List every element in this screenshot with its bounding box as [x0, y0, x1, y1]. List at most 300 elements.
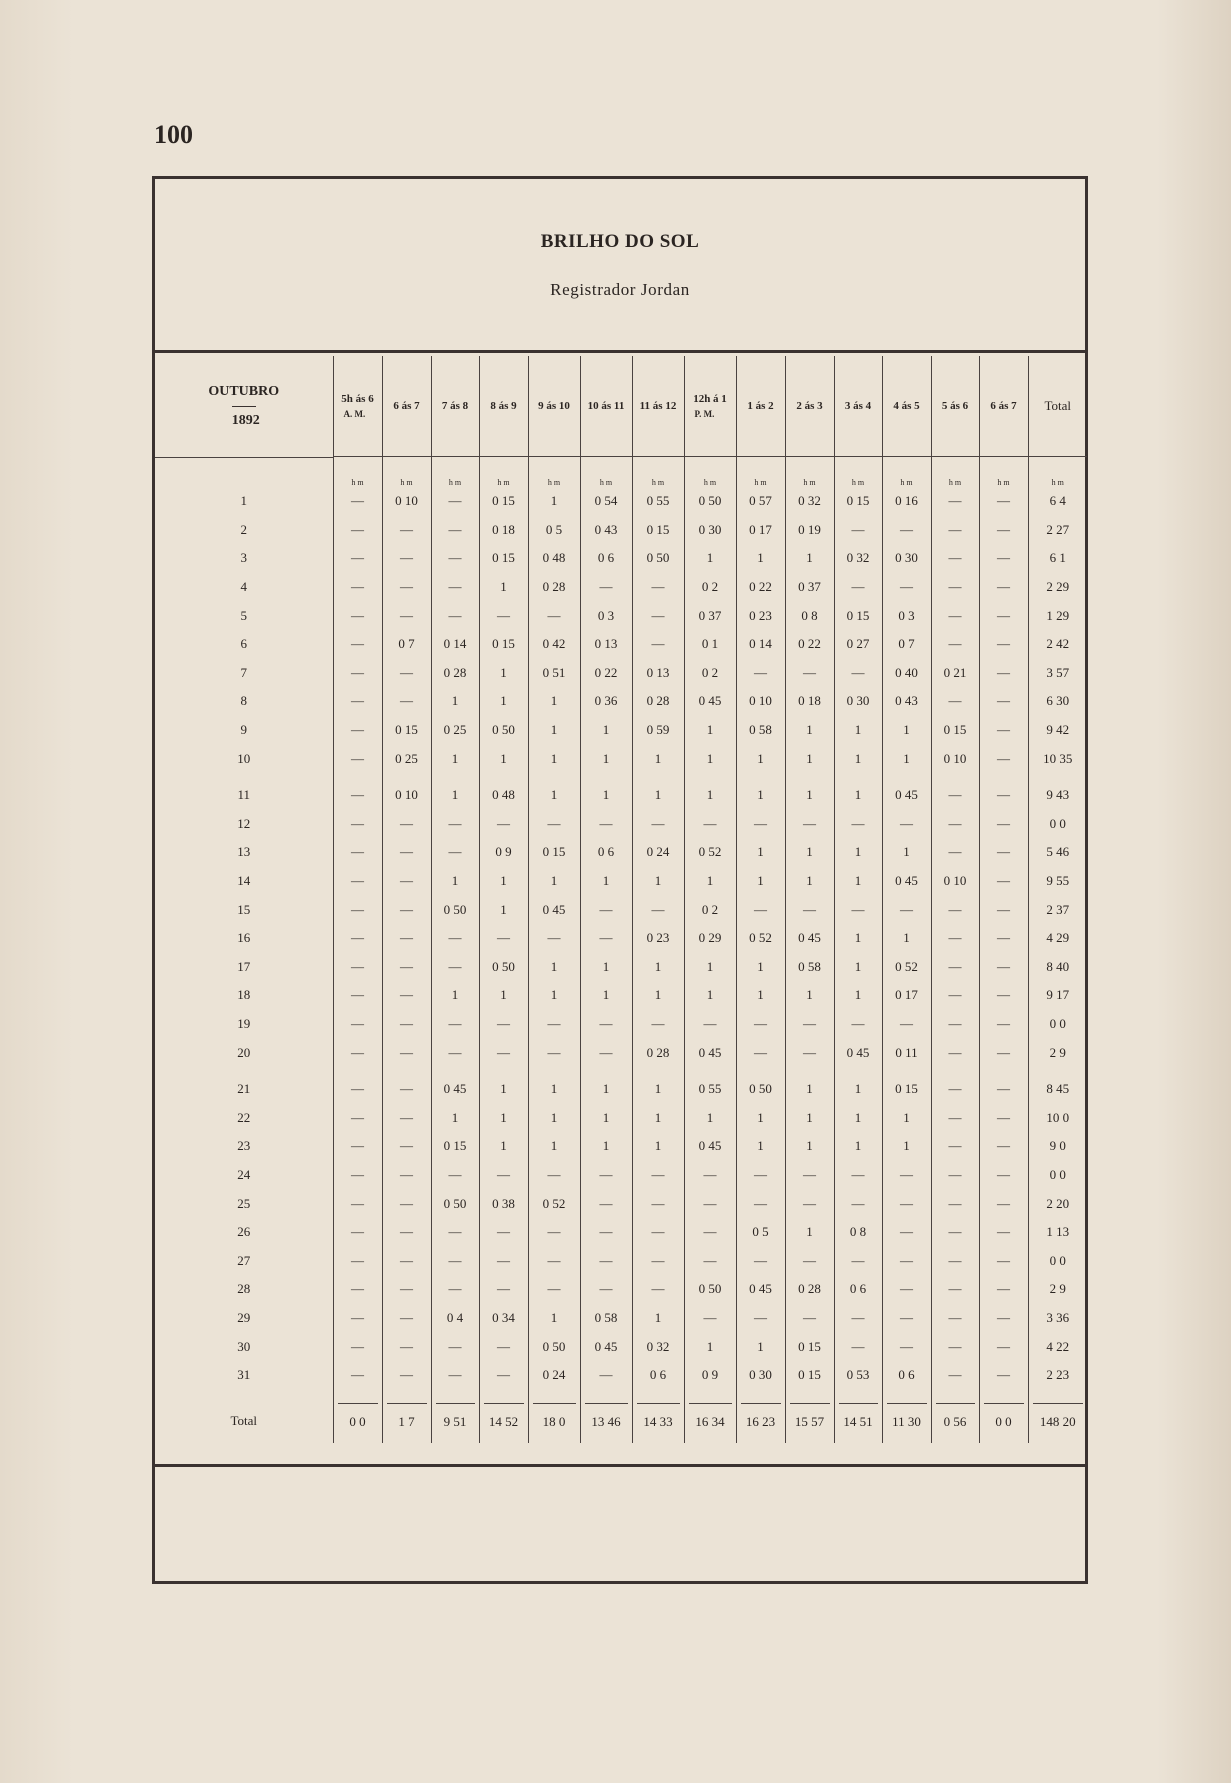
- hour-cell: —: [382, 838, 431, 867]
- hour-cell: 0 8: [834, 1218, 882, 1247]
- hour-cell: 1: [736, 1132, 785, 1161]
- hour-cell: —: [931, 1304, 979, 1333]
- column-total-value: 15 57: [790, 1403, 830, 1430]
- hour-cell: —: [931, 773, 979, 810]
- row-total-cell: 0 0: [1028, 1010, 1087, 1039]
- hour-cell: 0 59: [632, 716, 684, 745]
- day-cell: 1: [240, 493, 247, 509]
- hour-cell: —: [479, 1275, 528, 1304]
- hour-cell: —: [931, 981, 979, 1010]
- col-header: 1 ás 2: [736, 356, 785, 457]
- hour-cell: —: [736, 659, 785, 688]
- table-row: [155, 1189, 1087, 1218]
- table-subtitle: Registrador Jordan: [550, 280, 690, 299]
- table-row: [155, 1246, 1087, 1275]
- hour-cell: —: [479, 601, 528, 630]
- hour-cell: 1: [528, 981, 580, 1010]
- hour-cell: —: [979, 895, 1028, 924]
- hour-cell: —: [979, 1246, 1028, 1275]
- hour-cell: —: [979, 810, 1028, 839]
- hour-cell: 1: [882, 1103, 931, 1132]
- day-cell: 30: [237, 1338, 251, 1354]
- hour-cell: —: [528, 810, 580, 839]
- hour-cell: 0 2: [684, 659, 736, 688]
- hour-cell: —: [979, 687, 1028, 716]
- hour-cell: 1: [479, 867, 528, 896]
- hour-cell: 0 52: [736, 924, 785, 953]
- hour-cell: —: [834, 810, 882, 839]
- table-row: [155, 1275, 1087, 1304]
- hour-cell: 1: [632, 867, 684, 896]
- column-total-value: 1 7: [387, 1403, 427, 1430]
- hour-cell: —: [431, 1361, 479, 1390]
- hour-cell: 0 15: [479, 630, 528, 659]
- hour-cell: 0 50: [684, 487, 736, 516]
- hour-cell: 0 50: [431, 895, 479, 924]
- unit-label: h m: [632, 457, 684, 488]
- hour-cell: —: [431, 1161, 479, 1190]
- hour-cell: 1: [431, 744, 479, 773]
- hour-cell: 1: [834, 867, 882, 896]
- hour-cell: —: [632, 1189, 684, 1218]
- hour-cell: —: [931, 1038, 979, 1067]
- hour-cell: 0 2: [684, 895, 736, 924]
- hour-cell: —: [580, 1038, 632, 1067]
- hour-cell: —: [834, 516, 882, 545]
- table-row: [155, 744, 1087, 773]
- unit-label: h m: [931, 457, 979, 488]
- hour-cell: —: [785, 1189, 834, 1218]
- column-total-cell: [431, 1389, 479, 1443]
- hour-cell: —: [834, 659, 882, 688]
- unit-label: h m: [528, 457, 580, 488]
- hour-cell: —: [431, 573, 479, 602]
- unit-label: h m: [785, 457, 834, 488]
- hour-cell: 0 58: [736, 716, 785, 745]
- hour-cell: —: [882, 1275, 931, 1304]
- sunshine-table: [155, 356, 1087, 1443]
- hour-cell: —: [834, 1010, 882, 1039]
- hour-cell: 0 28: [431, 659, 479, 688]
- bottom-rule: [155, 1464, 1085, 1467]
- table-row: [155, 953, 1087, 982]
- hour-cell: 1: [684, 716, 736, 745]
- day-cell: 15: [237, 901, 251, 917]
- hour-cell: —: [528, 1246, 580, 1275]
- hour-cell: 1: [528, 953, 580, 982]
- hour-cell: 0 21: [931, 659, 979, 688]
- hour-cell: —: [834, 1304, 882, 1333]
- col-header: 8 ás 9: [479, 356, 528, 457]
- unit-label: h m: [736, 457, 785, 488]
- hour-cell: 1: [528, 716, 580, 745]
- day-cell: 12: [237, 815, 251, 831]
- hour-cell: 1: [479, 1067, 528, 1104]
- table-row: [155, 544, 1087, 573]
- hour-cell: 1: [632, 773, 684, 810]
- hour-cell: —: [431, 487, 479, 516]
- hour-cell: 1: [632, 744, 684, 773]
- hour-cell: —: [931, 838, 979, 867]
- column-total-value: 14 33: [637, 1403, 680, 1430]
- hour-cell: 1: [785, 981, 834, 1010]
- hour-cell: 1: [528, 1304, 580, 1333]
- hour-cell: 1: [834, 924, 882, 953]
- hour-cell: 1: [431, 773, 479, 810]
- hour-cell: 0 6: [882, 1361, 931, 1390]
- hour-cell: 1: [684, 744, 736, 773]
- hour-cell: —: [882, 1189, 931, 1218]
- hour-cell: 0 45: [882, 867, 931, 896]
- hour-cell: —: [632, 810, 684, 839]
- day-cell: 14: [237, 873, 251, 889]
- hour-cell: —: [333, 1103, 382, 1132]
- hour-cell: 0 14: [736, 630, 785, 659]
- hour-cell: —: [382, 1067, 431, 1104]
- hour-cell: —: [882, 1332, 931, 1361]
- totals-row: [155, 1389, 1087, 1443]
- hour-cell: —: [979, 659, 1028, 688]
- hour-cell: 1: [431, 981, 479, 1010]
- column-total-cell: [333, 1389, 382, 1443]
- hour-cell: —: [382, 1132, 431, 1161]
- hour-cell: 1: [528, 1103, 580, 1132]
- day-cell: 7: [240, 664, 247, 680]
- hour-cell: —: [979, 630, 1028, 659]
- row-total-cell: 1 29: [1028, 601, 1087, 630]
- hour-cell: 0 3: [882, 601, 931, 630]
- hour-cell: 1: [580, 1132, 632, 1161]
- hour-cell: 1: [580, 716, 632, 745]
- hour-cell: —: [834, 1246, 882, 1275]
- hour-cell: —: [979, 573, 1028, 602]
- hour-cell: —: [382, 1332, 431, 1361]
- hour-cell: —: [736, 1161, 785, 1190]
- hour-cell: —: [382, 867, 431, 896]
- col-header: 6 ás 7: [382, 356, 431, 457]
- hour-cell: —: [979, 1218, 1028, 1247]
- hour-cell: —: [979, 487, 1028, 516]
- hour-cell: —: [785, 1304, 834, 1333]
- column-total-cell: [834, 1389, 882, 1443]
- hour-cell: —: [785, 810, 834, 839]
- hour-cell: —: [382, 1218, 431, 1247]
- hour-cell: 1: [479, 1132, 528, 1161]
- hour-cell: —: [528, 1218, 580, 1247]
- hour-cell: —: [979, 981, 1028, 1010]
- hour-cell: —: [580, 895, 632, 924]
- hour-cell: 0 50: [479, 953, 528, 982]
- hour-cell: 1: [684, 953, 736, 982]
- title-area: [155, 179, 1085, 353]
- table-row: [155, 1361, 1087, 1390]
- day-cell: 10: [237, 750, 251, 766]
- hour-cell: 1: [736, 838, 785, 867]
- table-row: [155, 516, 1087, 545]
- unit-label: h m: [882, 457, 931, 488]
- hour-cell: —: [684, 1189, 736, 1218]
- column-total-cell: [785, 1389, 834, 1443]
- hour-cell: —: [632, 1010, 684, 1039]
- hour-cell: —: [882, 516, 931, 545]
- hour-cell: —: [684, 1304, 736, 1333]
- hour-cell: —: [528, 1038, 580, 1067]
- hour-cell: —: [979, 544, 1028, 573]
- hour-cell: —: [785, 1010, 834, 1039]
- unit-row-spacer: [155, 457, 333, 488]
- row-total-cell: 4 29: [1028, 924, 1087, 953]
- hour-cell: 0 23: [632, 924, 684, 953]
- hour-cell: 0 15: [785, 1332, 834, 1361]
- hour-cell: —: [333, 544, 382, 573]
- hour-cell: 1: [882, 744, 931, 773]
- hour-cell: —: [479, 810, 528, 839]
- hour-cell: —: [931, 1332, 979, 1361]
- hour-cell: 1: [479, 687, 528, 716]
- row-total-cell: 6 1: [1028, 544, 1087, 573]
- hour-cell: 1: [528, 744, 580, 773]
- hour-cell: —: [431, 1246, 479, 1275]
- hour-cell: 0 30: [736, 1361, 785, 1390]
- hour-cell: —: [580, 924, 632, 953]
- hour-cell: 1: [785, 1132, 834, 1161]
- hour-cell: —: [834, 1332, 882, 1361]
- hour-cell: 0 58: [785, 953, 834, 982]
- row-total-cell: 9 17: [1028, 981, 1087, 1010]
- unit-label: h m: [1028, 457, 1087, 488]
- hour-cell: —: [431, 1275, 479, 1304]
- hour-cell: 1: [684, 1332, 736, 1361]
- hour-cell: —: [632, 895, 684, 924]
- hour-cell: 0 45: [684, 687, 736, 716]
- hour-cell: 1: [684, 981, 736, 1010]
- col-header: 5h ás 6 A. M.: [333, 356, 382, 457]
- hour-cell: 1: [882, 838, 931, 867]
- day-cell: 28: [237, 1281, 251, 1297]
- unit-label: h m: [684, 457, 736, 488]
- column-total-value: 14 52: [484, 1403, 524, 1430]
- hour-cell: 0 10: [382, 773, 431, 810]
- hour-cell: —: [684, 1246, 736, 1275]
- hour-cell: 0 25: [431, 716, 479, 745]
- hour-cell: 1: [580, 867, 632, 896]
- hour-cell: 0 15: [834, 601, 882, 630]
- hour-cell: —: [931, 1010, 979, 1039]
- hour-cell: —: [580, 1246, 632, 1275]
- hour-cell: —: [333, 744, 382, 773]
- hour-cell: —: [931, 487, 979, 516]
- hour-cell: —: [333, 716, 382, 745]
- hour-cell: —: [882, 810, 931, 839]
- hour-cell: 0 43: [882, 687, 931, 716]
- hour-cell: —: [931, 1067, 979, 1104]
- hour-cell: 0 17: [882, 981, 931, 1010]
- table-row: [155, 1132, 1087, 1161]
- hour-cell: 0 32: [632, 1332, 684, 1361]
- hour-cell: 1: [834, 773, 882, 810]
- hour-cell: —: [382, 1361, 431, 1390]
- hour-cell: 0 9: [479, 838, 528, 867]
- row-total-cell: 9 43: [1028, 773, 1087, 810]
- hour-cell: —: [431, 601, 479, 630]
- table-row: [155, 838, 1087, 867]
- row-total-cell: 2 29: [1028, 573, 1087, 602]
- hour-cell: —: [736, 1304, 785, 1333]
- col-header: 4 ás 5: [882, 356, 931, 457]
- hour-cell: —: [882, 1218, 931, 1247]
- table-row: [155, 1103, 1087, 1132]
- hour-cell: 0 50: [684, 1275, 736, 1304]
- hour-cell: —: [580, 1218, 632, 1247]
- hour-cell: 1: [834, 716, 882, 745]
- hour-cell: —: [382, 895, 431, 924]
- hour-cell: 0 18: [479, 516, 528, 545]
- day-cell: 4: [240, 579, 247, 595]
- hour-cell: 0 10: [931, 744, 979, 773]
- hour-cell: 1: [882, 716, 931, 745]
- hour-cell: 1: [580, 744, 632, 773]
- day-cell: 2: [240, 521, 247, 537]
- table-row: [155, 867, 1087, 896]
- day-cell: 9: [240, 722, 247, 738]
- hour-cell: —: [431, 810, 479, 839]
- table-row: [155, 1304, 1087, 1333]
- hour-cell: 1: [528, 1067, 580, 1104]
- hour-cell: —: [479, 1161, 528, 1190]
- hour-cell: 1: [736, 867, 785, 896]
- hour-cell: —: [528, 924, 580, 953]
- hour-cell: 0 37: [684, 601, 736, 630]
- hour-cell: —: [333, 924, 382, 953]
- hour-cell: —: [333, 516, 382, 545]
- hour-cell: —: [333, 659, 382, 688]
- hour-cell: 1: [632, 1132, 684, 1161]
- hour-cell: 0 2: [684, 573, 736, 602]
- hour-cell: 1: [632, 953, 684, 982]
- hour-cell: 0 34: [479, 1304, 528, 1333]
- table-row: [155, 687, 1087, 716]
- hour-cell: —: [882, 895, 931, 924]
- hour-cell: 0 28: [632, 1038, 684, 1067]
- hour-cell: 0 6: [580, 838, 632, 867]
- hour-cell: —: [931, 1246, 979, 1275]
- hour-cell: —: [979, 867, 1028, 896]
- column-total-value: 148 20: [1033, 1403, 1084, 1430]
- hour-cell: 1: [528, 773, 580, 810]
- table-frame: [152, 176, 1088, 1584]
- hour-cell: 0 28: [785, 1275, 834, 1304]
- hour-cell: 1: [580, 773, 632, 810]
- hour-cell: 1: [479, 981, 528, 1010]
- hour-cell: 0 15: [834, 487, 882, 516]
- hour-cell: 1: [632, 981, 684, 1010]
- hour-cell: 0 38: [479, 1189, 528, 1218]
- hour-cell: 1: [785, 1067, 834, 1104]
- row-total-cell: 8 45: [1028, 1067, 1087, 1104]
- hour-cell: 1: [882, 1132, 931, 1161]
- hour-cell: 0 18: [785, 687, 834, 716]
- hour-cell: —: [684, 1010, 736, 1039]
- hour-cell: 0 50: [431, 1189, 479, 1218]
- row-total-cell: 2 37: [1028, 895, 1087, 924]
- hour-cell: —: [333, 487, 382, 516]
- hour-cell: 0 50: [479, 716, 528, 745]
- column-total-cell: [632, 1389, 684, 1443]
- hour-cell: 0 8: [785, 601, 834, 630]
- hour-cell: 0 6: [632, 1361, 684, 1390]
- hour-cell: —: [382, 1161, 431, 1190]
- hour-cell: —: [979, 1161, 1028, 1190]
- hour-cell: —: [382, 1038, 431, 1067]
- hour-cell: —: [785, 659, 834, 688]
- day-cell: 18: [237, 987, 251, 1003]
- hour-cell: —: [431, 1038, 479, 1067]
- hour-cell: 0 30: [684, 516, 736, 545]
- hour-cell: —: [979, 924, 1028, 953]
- hour-cell: —: [979, 1103, 1028, 1132]
- table-row: [155, 601, 1087, 630]
- day-cell: 25: [237, 1195, 251, 1211]
- column-total-cell: [1028, 1389, 1087, 1443]
- day-cell: 8: [240, 693, 247, 709]
- hour-cell: 1: [736, 773, 785, 810]
- hour-cell: —: [979, 516, 1028, 545]
- hour-cell: —: [979, 1067, 1028, 1104]
- hour-cell: 1: [632, 1103, 684, 1132]
- hour-cell: —: [882, 1304, 931, 1333]
- day-cell: 19: [237, 1015, 251, 1031]
- hour-cell: 1: [528, 487, 580, 516]
- hour-cell: 0 54: [580, 487, 632, 516]
- table-row: [155, 1067, 1087, 1104]
- row-total-cell: 9 55: [1028, 867, 1087, 896]
- hour-cell: —: [736, 1038, 785, 1067]
- hour-cell: 1: [736, 544, 785, 573]
- row-total-cell: 10 35: [1028, 744, 1087, 773]
- hour-cell: 0 5: [528, 516, 580, 545]
- row-total-cell: 2 20: [1028, 1189, 1087, 1218]
- hour-cell: 0 55: [632, 487, 684, 516]
- hour-cell: 0 15: [528, 838, 580, 867]
- hour-cell: 1: [785, 716, 834, 745]
- row-total-cell: 4 22: [1028, 1332, 1087, 1361]
- hour-cell: 1: [528, 687, 580, 716]
- hour-cell: 1: [431, 1103, 479, 1132]
- day-cell: 26: [237, 1224, 251, 1240]
- column-total-value: 11 30: [887, 1403, 927, 1430]
- hour-cell: 0 51: [528, 659, 580, 688]
- hour-cell: —: [382, 1246, 431, 1275]
- hour-cell: 0 50: [736, 1067, 785, 1104]
- hour-cell: 1: [528, 1132, 580, 1161]
- hour-cell: —: [333, 1304, 382, 1333]
- hour-cell: —: [979, 744, 1028, 773]
- hour-cell: —: [931, 924, 979, 953]
- hour-cell: —: [333, 1246, 382, 1275]
- row-total-cell: 2 23: [1028, 1361, 1087, 1390]
- row-total-cell: 6 4: [1028, 487, 1087, 516]
- hour-cell: —: [333, 1010, 382, 1039]
- hour-cell: 1: [834, 1067, 882, 1104]
- hour-cell: —: [632, 573, 684, 602]
- hour-cell: 0 32: [785, 487, 834, 516]
- unit-label: h m: [431, 457, 479, 488]
- hour-cell: 0 52: [528, 1189, 580, 1218]
- hour-cell: —: [528, 1161, 580, 1190]
- hour-cell: —: [632, 1161, 684, 1190]
- row-total-cell: 2 9: [1028, 1275, 1087, 1304]
- hour-cell: —: [931, 953, 979, 982]
